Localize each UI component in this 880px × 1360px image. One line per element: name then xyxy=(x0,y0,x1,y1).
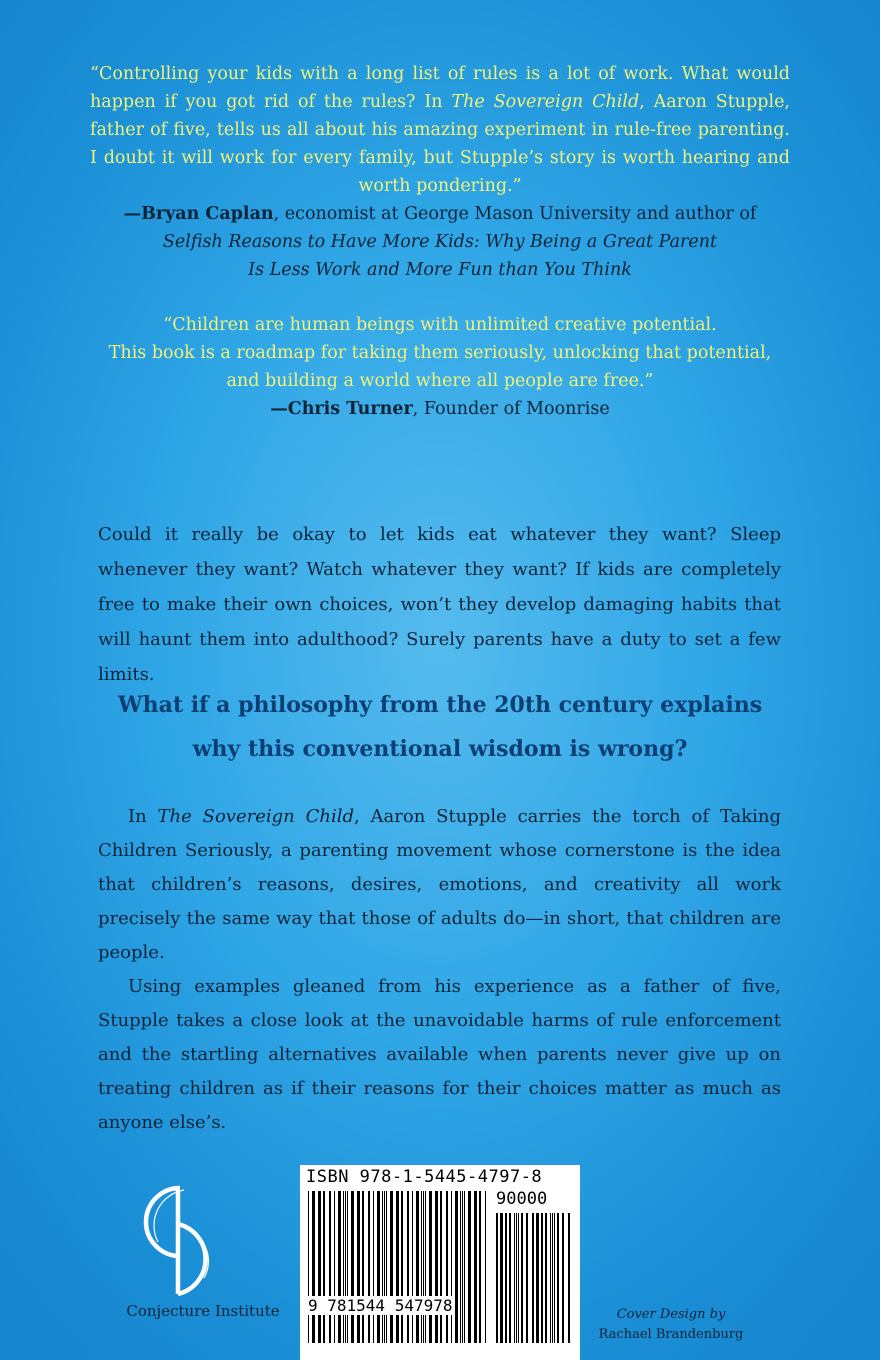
quote-attribution xyxy=(90,200,790,228)
quote-text xyxy=(90,60,790,200)
quote-author: —Chris Turner xyxy=(270,399,413,419)
barcode-bar xyxy=(435,1191,438,1343)
barcode-bar xyxy=(351,1191,354,1343)
barcode-bar xyxy=(308,1191,309,1343)
barcode-bar xyxy=(338,1191,341,1343)
blurb-text: In xyxy=(128,806,158,827)
barcode-bar xyxy=(460,1191,461,1343)
barcode-bar xyxy=(509,1213,511,1343)
barcode-bar xyxy=(429,1191,432,1343)
barcode-bar xyxy=(500,1213,503,1343)
barcode-bar xyxy=(496,1213,498,1343)
barcode-bar xyxy=(362,1191,364,1343)
barcode-bar xyxy=(357,1191,360,1343)
barcode-bar xyxy=(440,1191,442,1343)
barcode-bar xyxy=(421,1191,422,1343)
barcode-bar xyxy=(479,1191,481,1343)
credit-by: by xyxy=(709,1307,726,1322)
book-title: The Sovereign Child xyxy=(157,806,354,827)
quote-attribution xyxy=(90,395,790,423)
barcode-bar xyxy=(464,1191,465,1343)
barcode-bar xyxy=(462,1191,463,1343)
barcode-bar xyxy=(541,1213,543,1343)
blurb-body xyxy=(98,800,781,1140)
quote-line: “Children are human beings with unlimited creative potential. xyxy=(163,315,717,335)
quote-line: This book is a roadmap for taking them seriously, unlocking that potential, xyxy=(108,343,772,363)
barcode-bar xyxy=(532,1213,534,1343)
blurb-paragraph xyxy=(98,800,781,970)
barcode-bar xyxy=(373,1191,374,1343)
isbn-label: ISBN 978-1-5445-4797-8 xyxy=(306,1167,543,1187)
praise-quote-turner xyxy=(90,311,790,423)
author-book-title-line: Is Less Work and More Fun than You Think xyxy=(248,260,632,280)
barcode-bar xyxy=(521,1213,523,1343)
barcode-bar xyxy=(423,1191,424,1343)
cover-design-credit xyxy=(596,1305,746,1345)
quote-affiliation: , economist at George Mason University and author of xyxy=(273,204,757,224)
barcode-bar xyxy=(557,1213,559,1343)
barcode-bar xyxy=(312,1191,315,1343)
quote-line: and building a world where all people are free.” xyxy=(226,371,654,391)
barcode-bar xyxy=(446,1191,448,1343)
barcode-bar xyxy=(550,1213,551,1343)
credit-role: Cover Design xyxy=(616,1307,706,1322)
quote-affiliation: , Founder of Moonrise xyxy=(412,399,610,419)
barcode-bar xyxy=(318,1191,321,1343)
headline-line: why this conventional wisdom is wrong? xyxy=(192,736,688,762)
barcode-bar xyxy=(345,1191,346,1343)
price-addon-bars xyxy=(496,1213,570,1343)
barcode-bar xyxy=(343,1191,344,1343)
barcode-bar xyxy=(568,1213,570,1343)
publisher-name: Conjecture Institute xyxy=(126,1302,280,1320)
barcode-bar xyxy=(368,1191,370,1343)
description-paragraph: Could it really be okay to let kids eat whatever they want? Sleep whenever they want? Watch whatever they want? If kids are completely free to make their own choices, won’t they develop damaging habits that will haunt them into adulthood? Surely parents have a duty to set a few limits. xyxy=(98,524,781,685)
headline-line: What if a philosophy from the 20th century explains xyxy=(117,692,763,718)
barcode-bar xyxy=(451,1191,452,1343)
barcode-bar xyxy=(377,1191,380,1343)
barcode-bar xyxy=(396,1191,399,1343)
quote-text-part: “Controlling your kids with a long list of rules is a lot of work. What would happen if you got rid of the rules? In xyxy=(90,64,790,112)
barcode-bar xyxy=(425,1191,426,1343)
barcode-bar xyxy=(407,1191,409,1343)
barcode-bar xyxy=(386,1191,387,1343)
book-title: The Sovereign Child xyxy=(451,92,640,112)
barcode-bar xyxy=(384,1191,385,1343)
barcode-bar xyxy=(514,1213,515,1343)
barcode-bar xyxy=(468,1191,471,1343)
barcode-bar xyxy=(416,1191,419,1343)
barcode-bar xyxy=(329,1191,331,1343)
barcode-bar xyxy=(401,1191,403,1343)
barcode-bar xyxy=(526,1213,528,1343)
blurb-text: , Aaron Stupple carries the torch of Taking Children Seriously, a parenting movement whose cornerstone is the idea that children’s reasons, desires, emotions, and creativity all work precisely the same way that those of adults do—in short, that children are people. xyxy=(98,806,782,963)
praise-quote-caplan xyxy=(90,60,790,284)
barcode-bar xyxy=(455,1191,458,1343)
barcode-bar xyxy=(554,1213,555,1343)
barcode-bar xyxy=(382,1191,383,1343)
barcode-bar xyxy=(347,1191,348,1343)
author-book-title-line: Selfish Reasons to Have More Kids: Why Being a Great Parent xyxy=(162,232,718,252)
quote-text-part: , Aaron Stupple, father of five, tells us all about his amazing experiment in rule-free parenting. I doubt it will work for every family, but Stupple’s story is worth hearing and worth pondering.” xyxy=(90,92,790,196)
barcode-bar xyxy=(545,1213,547,1343)
barcode-bar xyxy=(323,1191,325,1343)
barcode-bar xyxy=(474,1191,477,1343)
barcode-bar xyxy=(516,1213,517,1343)
barcode-bar xyxy=(505,1213,507,1343)
credit-name: Rachael Brandenburg xyxy=(598,1327,744,1342)
barcode-bar xyxy=(562,1213,564,1343)
barcode-bars xyxy=(308,1191,486,1343)
blurb-paragraph: Using examples gleaned from his experience as a father of five, Stupple takes a close look at the unavoidable harms of rule enforcement and the startling alternatives available when parents never give up on treating children as if their reasons for their choices matter as much as anyone else’s. xyxy=(98,976,781,1133)
barcode-bar xyxy=(390,1191,393,1343)
credit-role-line xyxy=(596,1305,746,1325)
headline-question xyxy=(100,683,780,771)
barcode-bar xyxy=(485,1191,486,1343)
quote-author: —Bryan Caplan xyxy=(123,204,274,224)
barcode-bar xyxy=(552,1213,553,1343)
barcode-bar xyxy=(412,1191,413,1343)
price-code: 90000 xyxy=(496,1189,548,1209)
barcode-digits: 9 781544 547978 xyxy=(308,1296,453,1315)
barcode-bar xyxy=(334,1191,335,1343)
barcode-bar xyxy=(518,1213,519,1343)
barcode-bar xyxy=(536,1213,539,1343)
isbn-barcode xyxy=(300,1165,580,1360)
